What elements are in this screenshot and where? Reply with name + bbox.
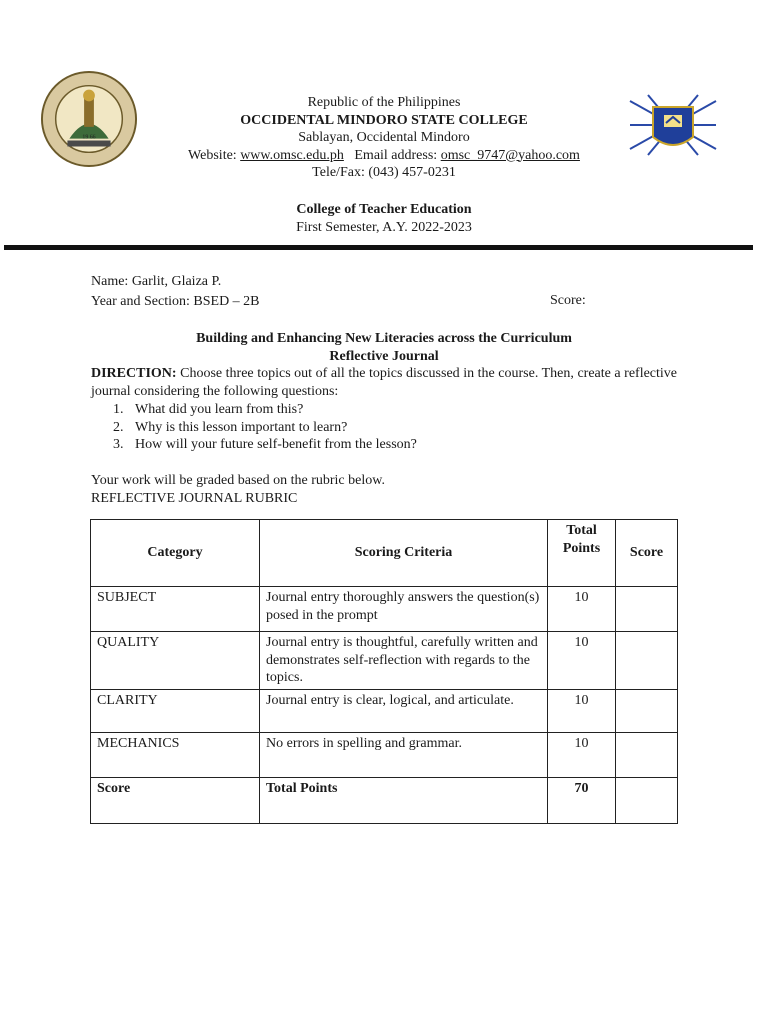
list-item xyxy=(113,419,417,437)
question-number: 1. xyxy=(113,402,124,417)
assignment-subtitle: Reflective Journal xyxy=(329,348,439,364)
student-name: Name: Garlit, Glaiza P. xyxy=(91,274,222,289)
row-criteria: Journal entry is clear, logical, and articulate. xyxy=(260,689,548,732)
direction-label: DIRECTION: xyxy=(91,366,177,381)
table-row xyxy=(91,732,678,777)
republic-line: Republic of the Philippines xyxy=(307,95,461,110)
question-text: What did you learn from this? xyxy=(135,402,304,417)
footer-score-cell[interactable] xyxy=(616,777,678,823)
department-name: College of Teacher Education xyxy=(296,202,472,217)
row-category: MECHANICS xyxy=(91,732,260,777)
question-number: 2. xyxy=(113,419,124,435)
row-category: QUALITY xyxy=(91,632,260,690)
question-text: How will your future self-benefit from the lesson? xyxy=(135,437,417,452)
contact-line xyxy=(0,147,768,165)
semester: First Semester, A.Y. 2022-2023 xyxy=(296,219,472,235)
header-category: Category xyxy=(91,520,260,587)
table-row xyxy=(91,587,678,632)
letterhead xyxy=(0,94,768,182)
year-section: Year and Section: BSED – 2B xyxy=(91,294,260,309)
table-header-row xyxy=(91,520,678,587)
question-list xyxy=(113,401,417,454)
table-row xyxy=(91,689,678,732)
website-label: Website: xyxy=(188,147,241,163)
row-category: CLARITY xyxy=(91,689,260,732)
footer-category: Score xyxy=(91,777,260,823)
row-score-cell[interactable] xyxy=(616,689,678,732)
direction-text: Choose three topics out of all the topics discussed in the course. Then, create a reflective journal considering the following questions: xyxy=(91,366,677,399)
telefax: Tele/Fax: (043) 457-0231 xyxy=(312,165,456,180)
row-criteria: Journal entry thoroughly answers the question(s) posed in the prompt xyxy=(260,587,548,632)
list-item xyxy=(113,436,417,454)
header-divider xyxy=(4,245,753,250)
row-points: 10 xyxy=(548,632,616,690)
rubric-table xyxy=(90,519,678,824)
college-location: Sablayan, Occidental Mindoro xyxy=(298,130,470,145)
list-item xyxy=(113,401,417,419)
assignment-title: Building and Enhancing New Literacies across the Curriculum xyxy=(196,331,572,346)
row-category: SUBJECT xyxy=(91,587,260,632)
grading-note-block xyxy=(91,472,385,507)
header-criteria: Scoring Criteria xyxy=(260,520,548,587)
footer-criteria: Total Points xyxy=(260,777,548,823)
row-criteria: Journal entry is thoughtful, carefully written and demonstrates self-reflection with regards to the topics. xyxy=(260,632,548,690)
email-label: Email address: xyxy=(354,147,441,163)
email-link[interactable]: omsc_9747@yahoo.com xyxy=(440,147,580,163)
seal-year: 19 66 xyxy=(82,134,96,141)
rubric-title: REFLECTIVE JOURNAL RUBRIC xyxy=(91,490,298,506)
college-name: OCCIDENTAL MINDORO STATE COLLEGE xyxy=(240,112,528,128)
direction-paragraph xyxy=(91,365,677,400)
grading-note: Your work will be graded based on the rubric below. xyxy=(91,473,385,488)
question-number: 3. xyxy=(113,437,124,452)
score-label: Score: xyxy=(550,293,586,308)
row-points: 10 xyxy=(548,587,616,632)
row-points: 10 xyxy=(548,732,616,777)
footer-points: 70 xyxy=(548,777,616,823)
department-block xyxy=(0,201,768,236)
row-score-cell[interactable] xyxy=(616,732,678,777)
question-text: Why is this lesson important to learn? xyxy=(135,419,348,435)
row-criteria: No errors in spelling and grammar. xyxy=(260,732,548,777)
table-footer-row xyxy=(91,777,678,823)
row-score-cell[interactable] xyxy=(616,587,678,632)
website-link[interactable]: www.omsc.edu.ph xyxy=(240,147,344,163)
row-points: 10 xyxy=(548,689,616,732)
table-row xyxy=(91,632,678,690)
row-score-cell[interactable] xyxy=(616,632,678,690)
header-score: Score xyxy=(616,520,678,587)
header-points: Total Points xyxy=(548,520,616,587)
assignment-title-block xyxy=(0,330,768,365)
